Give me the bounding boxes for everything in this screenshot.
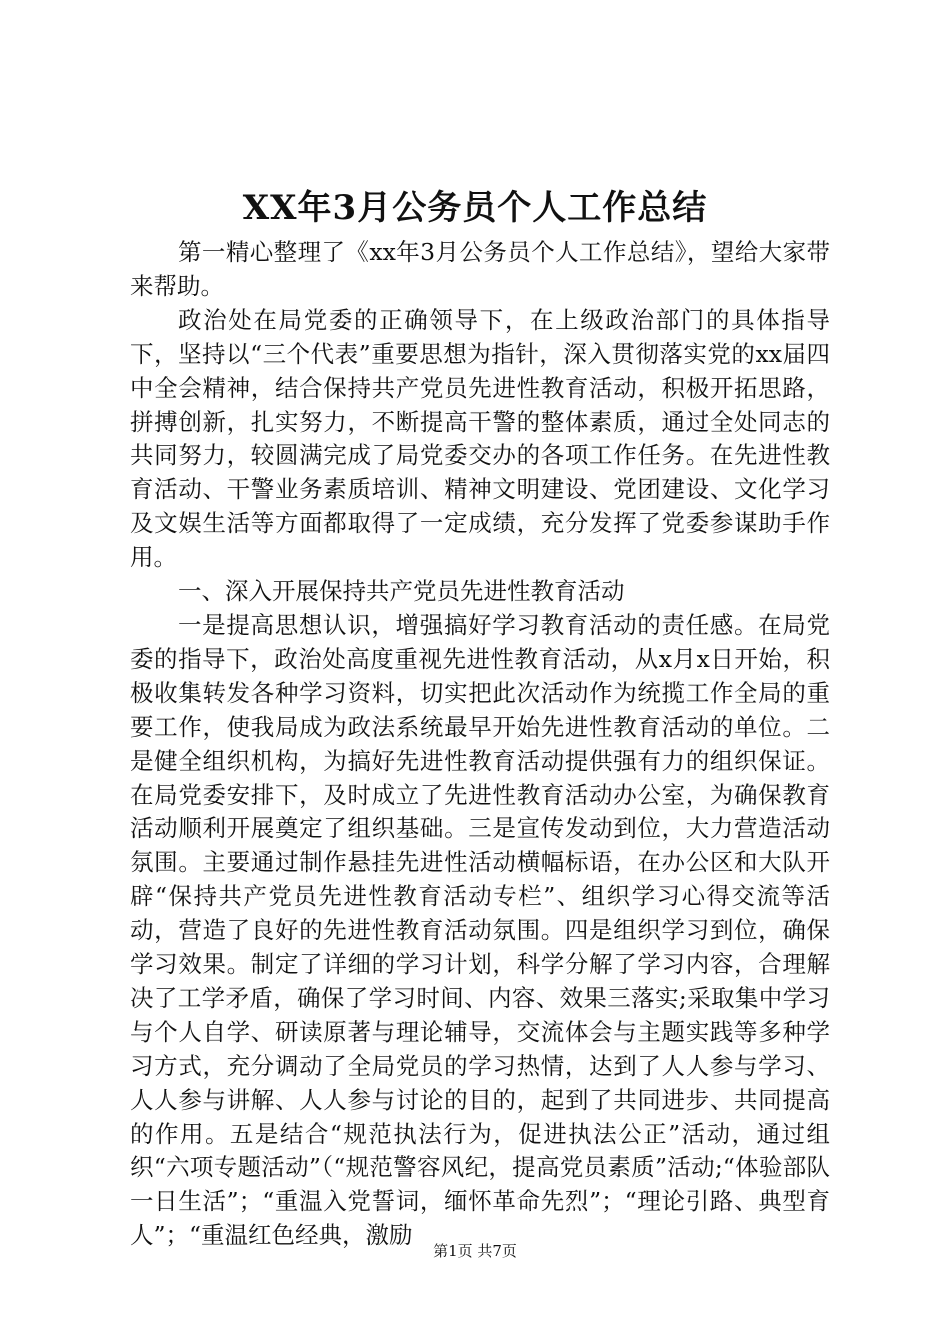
paragraph-summary: 政治处在局党委的正确领导下，在上级政治部门的具体指导下，坚持以“三个代表”重要思想为指针，深入贯彻落实党的xx届四中全会精神，结合保持共产党员先进性教育活动，积极开拓思路，拼搏创新，扎实努力，不断提高干警的整体素质，通过全处同志的共同努力，较圆满完成了局党委交办的各项工作任务。在先进性教育活动、干警业务素质培训、精神文明建设、党团建设、文化学习及文娱生活等方面都取得了一定成绩，充分发挥了党委参谋助手作用。: [130, 305, 830, 572]
page-number: 第1页 共7页: [433, 1242, 517, 1260]
document-body: [130, 236, 830, 1253]
paragraph-details: 一是提高思想认识，增强搞好学习教育活动的责任感。在局党委的指导下，政治处高度重视先进性教育活动，从x月x日开始，积极收集转发各种学习资料，切实把此次活动作为统揽工作全局的重要工作，使我局成为政法系统最早开始先进性教育活动的单位。二是健全组织机构，为搞好先进性教育活动提供强有力的组织保证。在局党委安排下，及时成立了先进性教育活动办公室，为确保教育活动顺利开展奠定了组织基础。三是宣传发动到位，大力营造活动氛围。主要通过制作悬挂先进性活动横幅标语，在办公区和大队开辟“保持共产党员先进性教育活动专栏”、组织学习心得交流等活动，营造了良好的先进性教育活动氛围。四是组织学习到位，确保学习效果。制定了详细的学习计划，科学分解了学习内容，合理解决了工学矛盾，确保了学习时间、内容、效果三落实;采取集中学习与个人自学、研读原著与理论辅导，交流体会与主题实践等多种学习方式，充分调动了全局党员的学习热情，达到了人人参与学习、人人参与讲解、人人参与讨论的目的，起到了共同进步、共同提高的作用。五是结合“规范执法行为，促进执法公正”活动，通过组织“六项专题活动”（“规范警容风纪，提高党员素质”活动;“体验部队一日生活”；“重温入党誓词，缅怀革命先烈”；“理论引路、典型育人”；“重温红色经典，激励: [130, 610, 830, 1250]
section-heading: 一、深入开展保持共产党员先进性教育活动: [178, 577, 625, 606]
paragraph-intro: 第一精心整理了《xx年3月公务员个人工作总结》，望给大家带来帮助。: [130, 238, 830, 300]
document-title: XX年3月公务员个人工作总结: [242, 188, 708, 228]
